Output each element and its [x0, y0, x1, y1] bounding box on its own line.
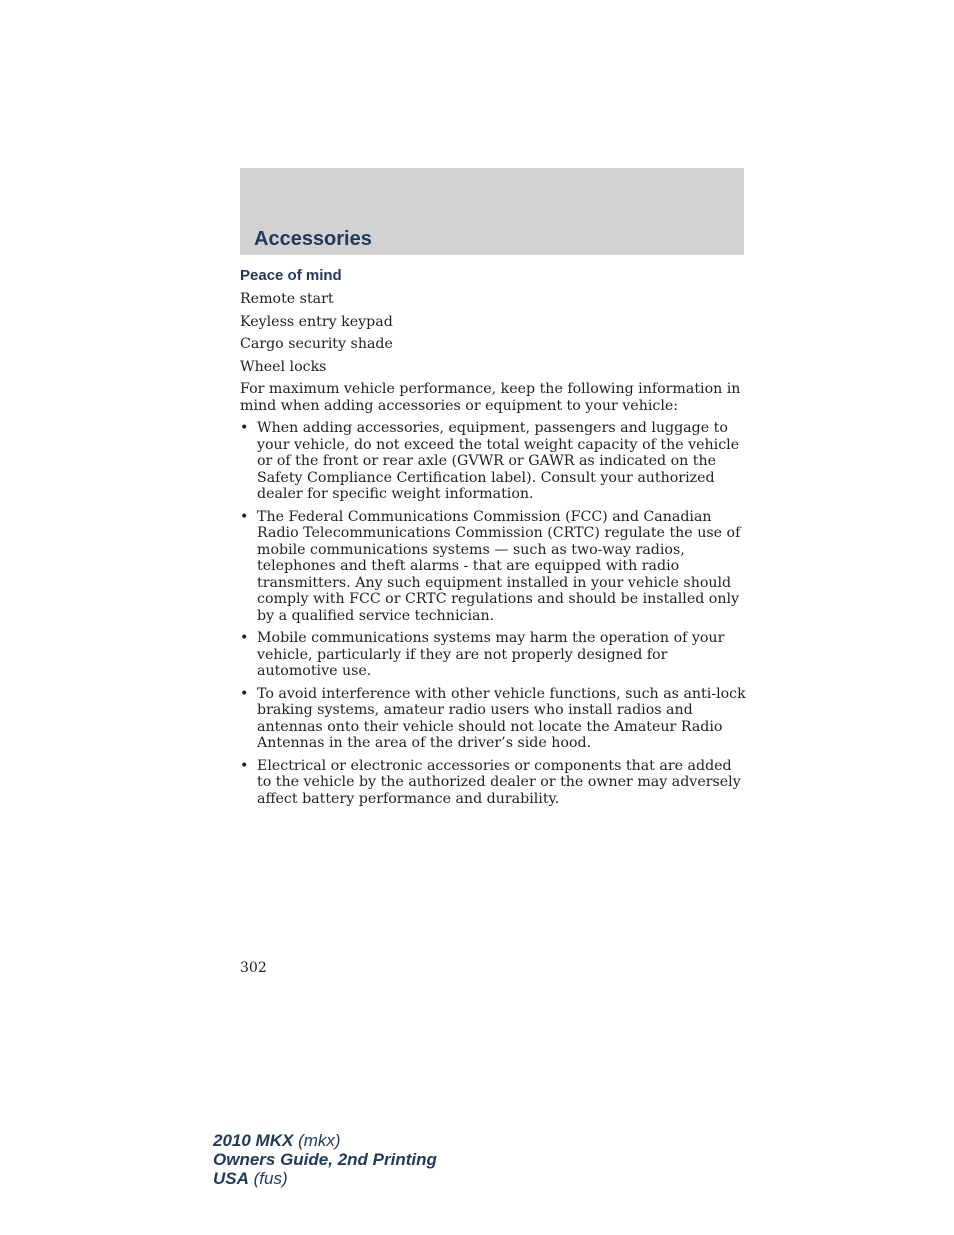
bullet-text: The Federal Communications Commission (FCC) and Canadian Radio Telecommunications Commission (CRTC) regulate the use of mobile communications systems — such as two-way radios, telephones and theft alarms - that are equipped with radio transmitters. Any such equipment installed in your vehicle should comply with FCC or CRTC regulations and should be installed only by a qualified service technician.	[257, 508, 741, 624]
footer-line-market	[213, 1169, 437, 1188]
bullet-item	[240, 420, 746, 503]
section-heading: Peace of mind	[240, 267, 342, 284]
footer-line-edition	[213, 1150, 437, 1169]
page-content	[240, 267, 746, 813]
bullet-text: To avoid interference with other vehicle functions, such as anti-lock braking systems, amateur radio users who install radios and antennas onto their vehicle should not locate the Amateur Radio Antennas in the area of the driver’s side hood.	[257, 685, 746, 751]
chapter-title: Accessories	[254, 228, 372, 250]
footer-line-model	[213, 1131, 437, 1150]
bullet-item	[240, 686, 746, 752]
list-item: Keyless entry keypad	[240, 313, 393, 330]
list-item: Remote start	[240, 291, 334, 307]
intro-paragraph: For maximum vehicle performance, keep the following information in mind when adding accessories or equipment to your vehicle:	[240, 381, 741, 414]
footer-market-code: (fus)	[253, 1169, 288, 1188]
document-footer	[213, 1131, 437, 1188]
bullet-item	[240, 630, 746, 680]
page-number: 302	[240, 960, 267, 976]
footer-edition: Owners Guide, 2nd Printing	[213, 1150, 437, 1169]
bullet-text: When adding accessories, equipment, passengers and luggage to your vehicle, do not exceed the total weight capacity of the vehicle or of the front or rear axle (GVWR or GAWR as indicated on the Safety Compliance Certification label). Consult your authorized dealer for specific weight information.	[257, 420, 740, 502]
bullet-icon: •	[240, 757, 249, 774]
list-item: Wheel locks	[240, 358, 327, 375]
bullet-list	[240, 420, 746, 807]
bullet-item	[240, 758, 746, 808]
footer-market: USA	[213, 1169, 249, 1188]
footer-model: 2010 MKX	[213, 1131, 294, 1150]
bullet-icon: •	[240, 685, 249, 702]
bullet-icon: •	[240, 630, 249, 646]
bullet-icon: •	[240, 420, 249, 436]
bullet-text: Electrical or electronic accessories or components that are added to the vehicle by the authorized dealer or the owner may adversely affect battery performance and durability.	[257, 757, 741, 807]
footer-model-code: (mkx)	[298, 1131, 341, 1150]
chapter-header-band	[240, 168, 744, 255]
list-item: Cargo security shade	[240, 336, 393, 352]
bullet-icon: •	[240, 508, 249, 525]
bullet-text: Mobile communications systems may harm the operation of your vehicle, particularly if they are not properly designed for automotive use.	[257, 630, 725, 679]
bullet-item	[240, 509, 746, 625]
